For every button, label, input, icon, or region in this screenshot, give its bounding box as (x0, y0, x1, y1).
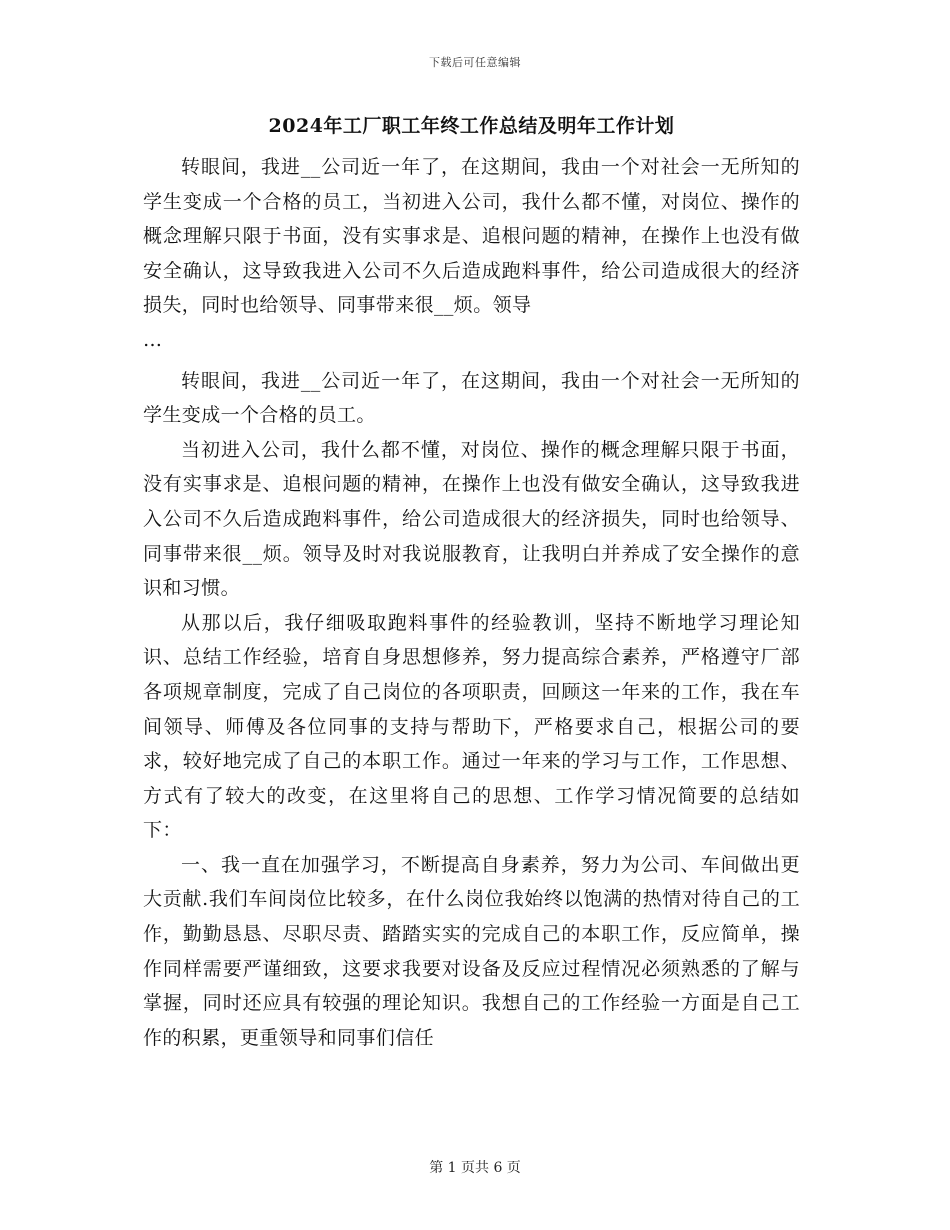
document-body (143, 108, 800, 1055)
paragraph-4: 一、我一直在加强学习，不断提高自身素养，努力为公司、车间做出更大贡献.我们车间岗位比较多，在什么岗位我始终以饱满的热情对待自己的工作，勤勤恳恳、尽职尽责、踏踏实实的完成自己的本职工作，反应简单，操作同样需要严谨细致，这要求我要对设备及反应过程情况必须熟悉的了解与掌握，同时还应具有较强的理论知识。我想自己的工作经验一方面是自己工作的积累，更重领导和同事们信任 (143, 853, 800, 1049)
paragraph-1: 转眼间，我进__公司近一年了，在这期间，我由一个对社会一无所知的学生变成一个合格的员工。 (143, 369, 800, 427)
page-footer: 第 1 页共 6 页 (429, 1160, 521, 1176)
page-header: 下载后可任意编辑 (429, 56, 521, 69)
document-title: 2024年工厂职工年终工作总结及明年工作计划 (268, 115, 675, 137)
summary-ellipsis: … (143, 328, 162, 351)
paragraph-2: 当初进入公司，我什么都不懂，对岗位、操作的概念理解只限于书面，没有实事求是、追根问题的精神，在操作上也没有做安全确认，这导致我进入公司不久后造成跑料事件，给公司造成很大的经济损失，同时也给领导、同事带来很__烦。领导及时对我说服教育，让我明白并养成了安全操作的意识和习惯。 (143, 438, 800, 600)
summary-paragraph: 转眼间，我进__公司近一年了，在这期间，我由一个对社会一无所知的学生变成一个合格的员工，当初进入公司，我什么都不懂，对岗位、操作的概念理解只限于书面，没有实事求是、追根问题的精神，在操作上也没有做安全确认，这导致我进入公司不久后造成跑料事件，给公司造成很大的经济损失，同时也给领导、同事带来很__烦。领导 (143, 156, 800, 317)
paragraph-3: 从那以后，我仔细吸取跑料事件的经验教训，坚持不断地学习理论知识、总结工作经验，培育自身思想修养，努力提高综合素养，严格遵守厂部各项规章制度，完成了自己岗位的各项职责，回顾这一年来的工作，我在车间领导、师傅及各位同事的支持与帮助下，严格要求自己，根据公司的要求，较好地完成了自己的本职工作。通过一年来的学习与工作，工作思想、方式有了较大的改变，在这里将自己的思想、工作学习情况简要的总结如下： (143, 611, 800, 842)
